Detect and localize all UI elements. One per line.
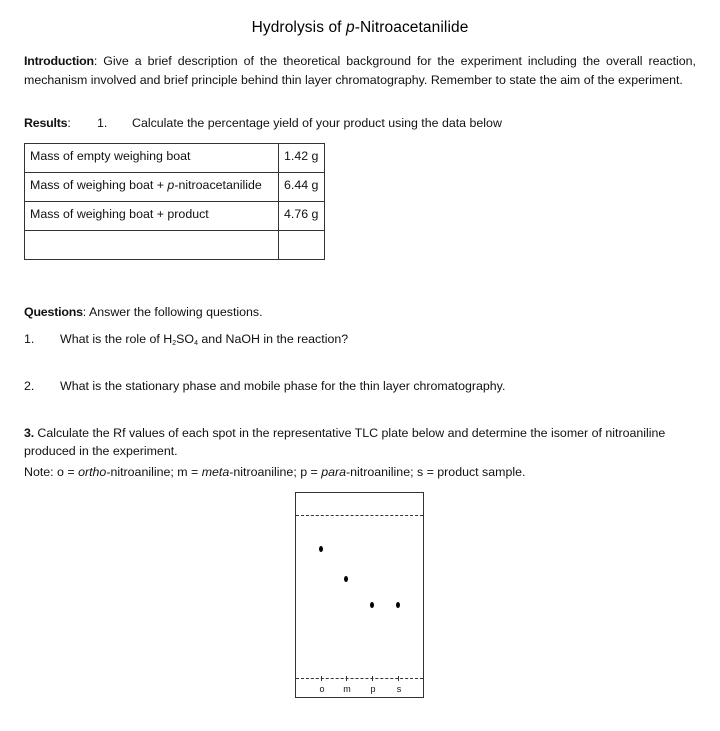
baseline-tick (372, 676, 373, 681)
table-row (25, 173, 325, 202)
results-heading (24, 116, 71, 130)
table-cell-label (25, 231, 279, 260)
questions-heading (24, 305, 263, 319)
table-row (25, 231, 325, 260)
tlc-spot (370, 602, 374, 608)
note-i2: meta (201, 465, 230, 479)
results-colon: : (67, 116, 71, 130)
note-t1: Note: o = (24, 465, 79, 479)
baseline-tick (398, 676, 399, 681)
question-3-text: Calculate the Rf values of each spot in the representative TLC plate below and determine the isomer of nitroaniline produced in the experiment. (24, 426, 666, 458)
note-t3: -nitroaniline; p = (229, 465, 322, 479)
table-cell-value (279, 231, 325, 260)
table-cell-value: 1.42 g (279, 144, 325, 173)
table-cell-label: Mass of empty weighing boat (25, 144, 279, 173)
q1-text-a: What is the role of H (60, 332, 173, 346)
label-suffix: -nitroacetanilide (174, 178, 262, 192)
table-cell-label (25, 173, 279, 202)
tlc-spot (319, 546, 323, 552)
lane-label-m: m (343, 684, 351, 694)
questions-label: Questions (24, 305, 83, 319)
lane-label-o: o (319, 684, 325, 694)
question-number: 2. (24, 379, 35, 393)
mass-data-table (24, 143, 325, 260)
table-cell-value: 4.76 g (279, 202, 325, 231)
label-italic: p (167, 178, 175, 192)
results-label: Results (24, 116, 68, 130)
solvent-front-line (296, 515, 423, 516)
note-i1: ortho (78, 465, 107, 479)
title-prefix: Hydrolysis of (251, 19, 346, 36)
baseline (296, 678, 423, 679)
question-3-label: 3. (24, 426, 34, 440)
q1-text-c: and NaOH in the reaction? (197, 332, 349, 346)
tlc-spot (396, 602, 400, 608)
lane-label-s: s (396, 684, 402, 694)
note-i3: para (321, 465, 347, 479)
introduction-paragraph (24, 52, 696, 90)
note-t2: -nitroaniline; m = (106, 465, 202, 479)
lane-note (24, 465, 525, 479)
results-item-number: 1. (97, 116, 108, 130)
table-cell-label: Mass of weighing boat + product (25, 202, 279, 231)
title-suffix: -Nitroacetanilide (354, 19, 469, 36)
table-cell-value: 6.44 g (279, 173, 325, 202)
label-prefix: Mass of weighing boat + (30, 178, 168, 192)
page-title (0, 19, 720, 37)
question-text: What is the stationary phase and mobile phase for the thin layer chromatography. (60, 379, 506, 393)
results-section (24, 116, 696, 130)
tlc-spot (344, 576, 348, 582)
questions-text: : Answer the following questions. (82, 305, 263, 319)
title-italic-p: p (346, 19, 355, 36)
question-3 (24, 424, 696, 460)
baseline-tick (321, 676, 322, 681)
q1-sub-a: 2 (172, 340, 177, 347)
table-row (25, 202, 325, 231)
question-number: 1. (24, 332, 35, 346)
baseline-tick (346, 676, 347, 681)
tlc-plate (295, 492, 424, 698)
question-text (60, 332, 348, 347)
q1-sub-b: 4 (194, 340, 198, 347)
introduction-label: Introduction (24, 54, 94, 68)
note-t4: -nitroaniline; s = product sample. (346, 465, 526, 479)
table-row (25, 144, 325, 173)
introduction-text: : Give a brief description of the theoretical background for the experiment including the overall reaction, mechanism involved and brief principle behind thin layer chromatography. Remember to state the aim of the experiment. (24, 54, 696, 87)
lane-label-p: p (370, 684, 376, 694)
q1-text-b: SO (176, 332, 195, 346)
results-item-text: Calculate the percentage yield of your product using the data below (132, 116, 502, 130)
